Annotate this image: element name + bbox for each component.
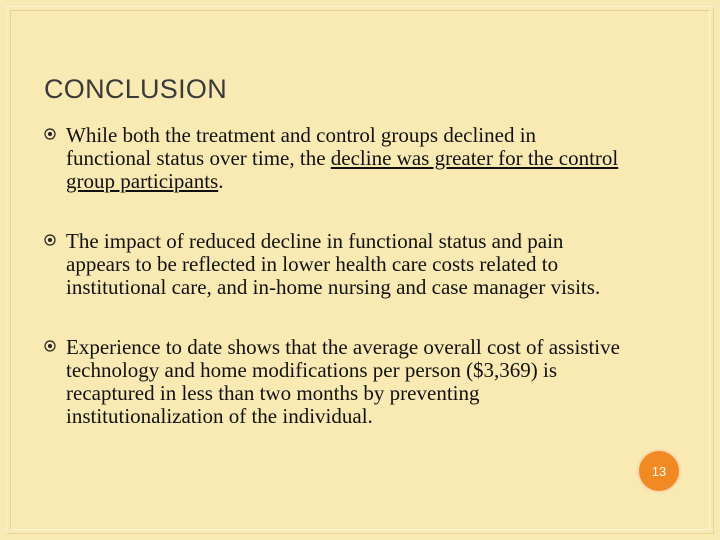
- bullet-text: The impact of reduced decline in functional status and pain appears to be reflected in lower health care costs related to institutional care, and in-home nursing and case manager visits.: [66, 229, 601, 299]
- bullet-item: [44, 336, 624, 428]
- page-number-badge: 13: [637, 449, 681, 493]
- bullet-text-underlined: decline was greater for the control group participants: [66, 146, 619, 193]
- star-bullet-icon: [44, 128, 56, 140]
- bullet-list: [44, 124, 624, 428]
- bullet-item: [44, 230, 624, 299]
- star-bullet-icon: [44, 340, 56, 352]
- star-bullet-icon: [44, 234, 56, 246]
- bullet-text: Experience to date shows that the average overall cost of assistive technology and home modifications per person ($3,369) is recaptured in less than two months by preventing institutionalization of the individual.: [66, 335, 620, 428]
- slide-title: CONCLUSION: [44, 74, 228, 104]
- bullet-text: .: [218, 169, 224, 193]
- bullet-text: While both the treatment and control groups declined in functional status over time, the: [66, 123, 537, 170]
- bullet-item: [44, 124, 624, 193]
